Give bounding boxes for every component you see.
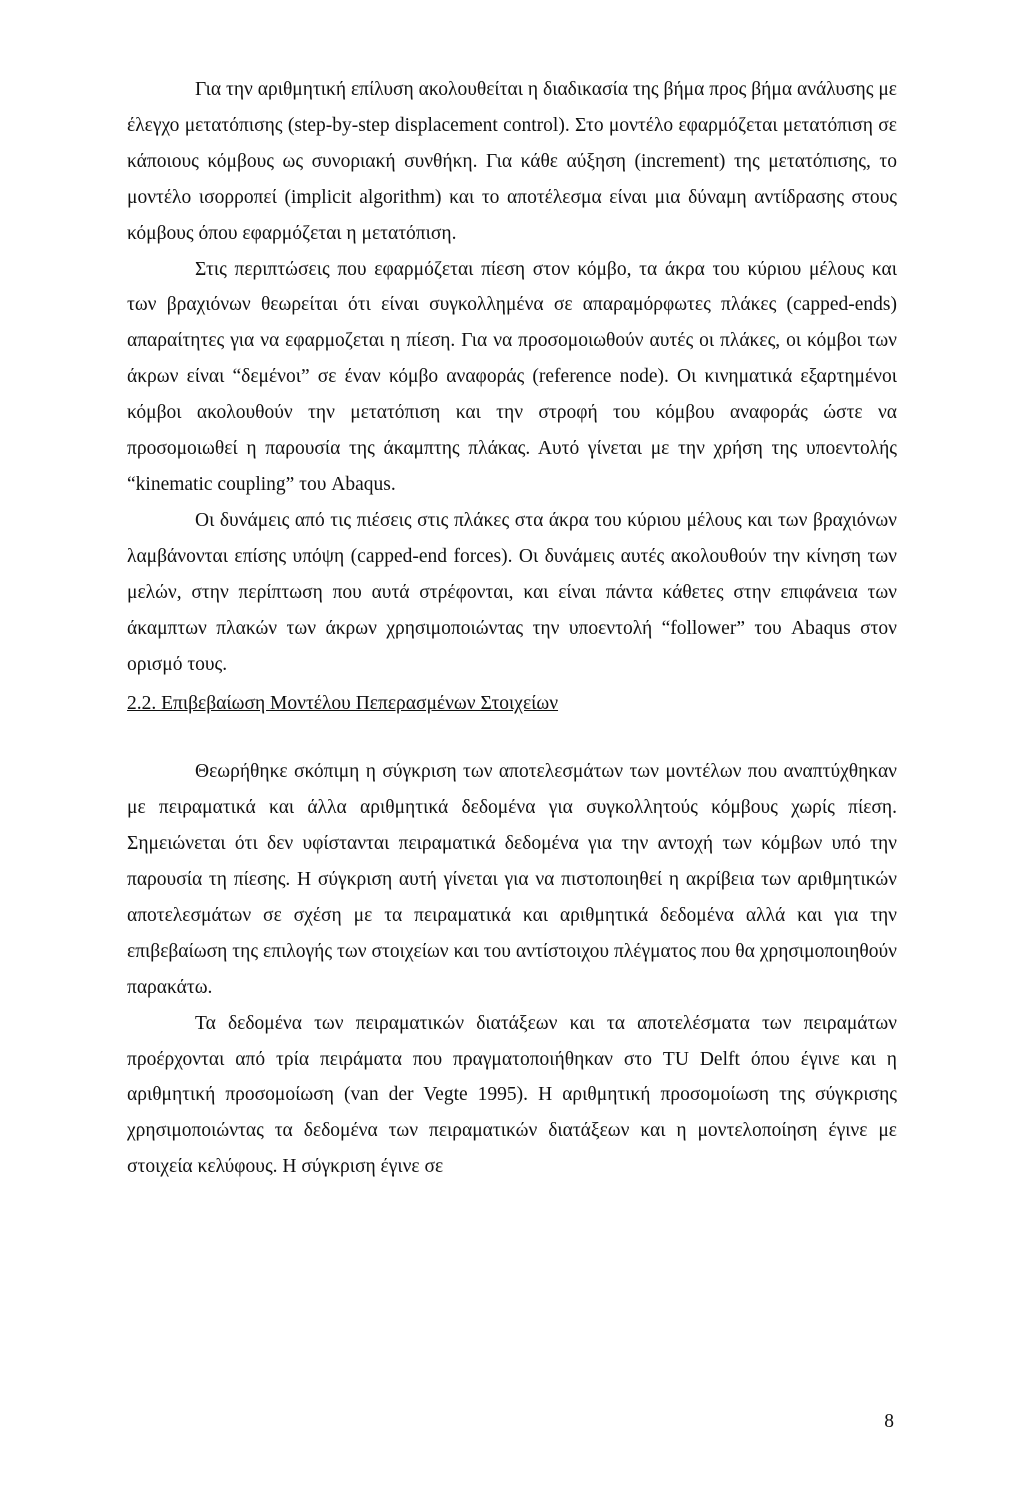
section-heading: 2.2. Επιβεβαίωση Μοντέλου Πεπερασμένων Στοιχείων bbox=[127, 693, 559, 715]
paragraph-numerical-solution: Για την αριθμητική επίλυση ακολουθείται η διαδικασία της βήμα προς βήμα ανάλυσης με έλεγχο μετατόπισης (step-by-step displacement control). Στο μοντέλο εφαρμόζεται μετατόπιση σε κάποιους κόμβους ως συνοριακή συνθήκη. Για κάθε αύξηση (increment) της μετατόπισης, το μοντέλο ισορροπεί (implicit algorithm) και το αποτέλεσμα είναι μια δύναμη αντίδρασης στους κόμβους όπου εφαρμόζεται η μετατόπιση. bbox=[127, 79, 897, 244]
page-number: 8 bbox=[884, 1411, 894, 1432]
document-page bbox=[127, 72, 897, 1185]
paragraph-validation: Θεωρήθηκε σκόπιμη η σύγκριση των αποτελεσμάτων των μοντέλων που αναπτύχθηκαν με πειραματικά και άλλα αριθμητικά δεδομένα για συγκολλητούς κόμβους χωρίς πίεση. Σημειώνεται ότι δεν υφίστανται πειραματικά δεδομένα για την αντοχή των κόμβων υπό την παρουσία τη πίεσης. Η σύγκριση αυτή γίνεται για να πιστοποιηθεί η ακρίβεια των αριθμητικών αποτελεσμάτων σε σχέση με τα πειραματικά και αριθμητικά δεδομένα αλλά και για την επιβεβαίωση της επιλογής των στοιχείων και του αντίστοιχου πλέγματος που θα χρησιμοποιηθούν παρακάτω. bbox=[127, 761, 897, 998]
paragraph-experimental-data: Τα δεδομένα των πειραματικών διατάξεων και τα αποτελέσματα των πειραμάτων προέρχονται από τρία πειράματα που πραγματοποιήθηκαν στο TU Delft όπου έγινε και η αριθμητική προσομοίωση (van der Vegte 1995). Η αριθμητική προσομοίωση της σύγκρισης χρησιμοποιώντας τα δεδομένα των πειραματικών διατάξεων και η μοντελοποίηση έγινε με στοιχεία κελύφους. Η σύγκριση έγινε σε bbox=[127, 1012, 897, 1178]
paragraph-capped-ends: Στις περιπτώσεις που εφαρμόζεται πίεση στον κόμβο, τα άκρα του κύριου μέλους και των βραχιόνων θεωρείται ότι είναι συγκολλημένα σε απαραμόρφωτες πλάκες (capped-ends) απαραίτητες για να εφαρμοζεται η πίεση. Για να προσομοιωθούν αυτές οι πλάκες, οι κόμβοι των άκρων είναι “δεμένοι” σε έναν κόμβο αναφοράς (reference node). Οι κινηματικά εξαρτημένοι κόμβοι ακολουθούν την μετατόπιση και την στροφή του κόμβου αναφοράς ώστε να προσομοιωθεί η παρουσία της άκαμπτης πλάκας. Αυτό γίνεται με την χρήση της υποεντολής “kinematic coupling” του Abaqus. bbox=[127, 258, 897, 495]
paragraph-capped-end-forces: Οι δυνάμεις από τις πιέσεις στις πλάκες στα άκρα του κύριου μέλους και των βραχιόνων λαμβάνονται επίσης υπόψη (capped-end forces). Οι δυνάμεις αυτές ακολουθούν την κίνηση των μελών, στην περίπτωση που αυτά στρέφονται, και είναι πάντα κάθετες στην επιφάνεια των άκαμπτων πλακών των άκρων χρησιμοποιώντας την υποεντολή “follower” του Abaqus στον ορισμό τους. bbox=[127, 509, 897, 675]
